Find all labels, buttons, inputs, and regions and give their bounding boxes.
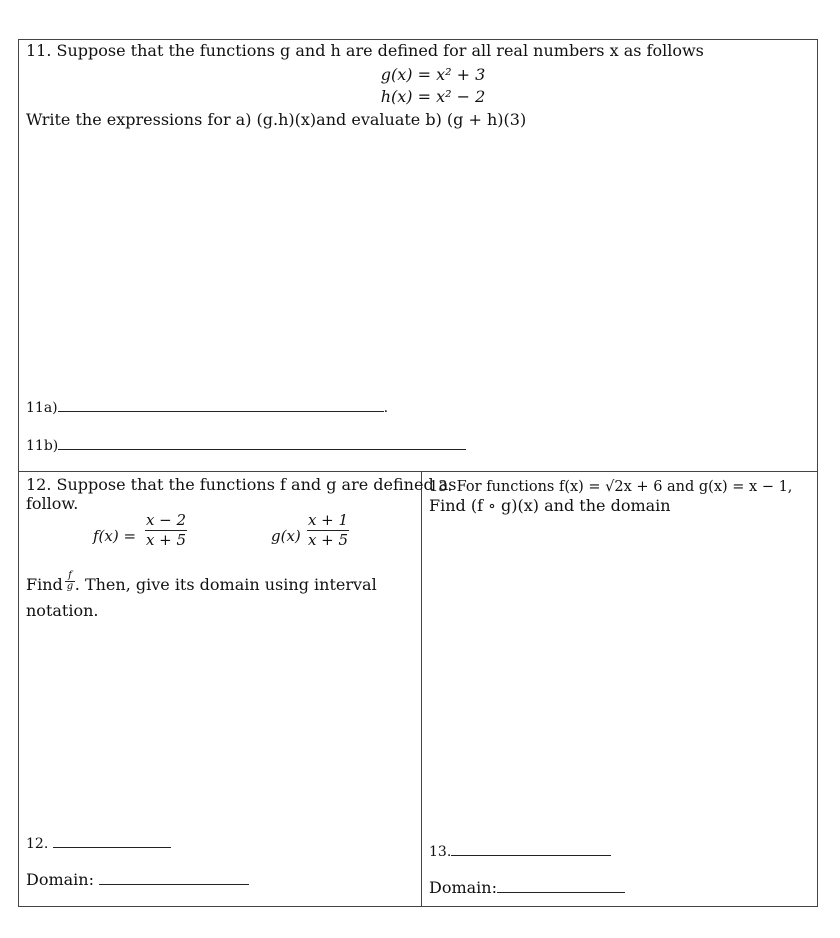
q12-f-lhs: f(x) = — [93, 527, 137, 545]
worksheet — [18, 39, 818, 907]
q12-g-fraction — [307, 512, 349, 549]
q13-intro-line1: 13. For functions f(x) = √2x + 6 and g(x) = x − 1, — [429, 479, 793, 495]
q12-intro-line1: 12. Suppose that the functions f and g are defined as — [26, 475, 457, 494]
q12-find-line2: notation. — [26, 601, 99, 620]
q11-h-definition: h(x) = x² − 2 — [380, 87, 486, 106]
q13-answer-blank[interactable] — [451, 843, 611, 856]
q13-answer-row — [429, 843, 611, 861]
q12-g-denominator: x + 5 — [307, 531, 349, 549]
q12-f-denominator: x + 5 — [145, 531, 187, 549]
q11a-answer-blank[interactable] — [58, 399, 384, 412]
q12-find-line1 — [26, 576, 377, 594]
q11b-label: 11b) — [26, 438, 59, 454]
q11a-suffix: . — [383, 400, 389, 416]
q12-answer-blank[interactable] — [53, 835, 171, 848]
q11b-answer-row — [26, 437, 466, 455]
q11-g-definition: g(x) = x² + 3 — [380, 65, 486, 84]
q13-domain-label: Domain: — [429, 878, 497, 897]
q12-g-lhs: g(x) — [271, 527, 301, 545]
q13-intro-line2: Find (f ∘ g)(x) and the domain — [429, 496, 671, 515]
q12-g-numerator: x + 1 — [307, 511, 349, 529]
q12-intro-line2: follow. — [26, 494, 79, 513]
q13-domain-blank[interactable] — [497, 880, 625, 893]
section-divider — [19, 471, 817, 472]
q13-domain-row — [429, 879, 625, 897]
q13-answer-label: 13. — [429, 844, 452, 860]
q12-answer-label: 12. — [26, 836, 49, 852]
q12-domain-row — [26, 871, 249, 889]
q12-find-prefix: Find — [26, 575, 63, 594]
q12-f-numerator: x − 2 — [145, 511, 187, 529]
q11-task: Write the expressions for a) (g.h)(x)and evaluate b) (g + h)(3) — [26, 110, 527, 129]
q11a-answer-row — [26, 399, 388, 417]
q12-answer-row — [26, 835, 171, 853]
q12-find-fraction-num: f — [68, 570, 72, 581]
q11b-answer-blank[interactable] — [58, 437, 466, 450]
q12-f-fraction — [145, 512, 187, 549]
q12-find-suffix: . Then, give its domain using interval — [74, 575, 377, 594]
q12-domain-blank[interactable] — [99, 872, 249, 885]
column-divider — [421, 472, 422, 906]
q11a-label: 11a) — [26, 400, 58, 416]
q12-domain-label: Domain: — [26, 870, 94, 889]
q12-find-fraction-den: g — [66, 581, 74, 592]
q11-intro: 11. Suppose that the functions g and h are defined for all real numbers x as follows — [26, 41, 704, 60]
q12-find-fraction — [65, 571, 75, 592]
